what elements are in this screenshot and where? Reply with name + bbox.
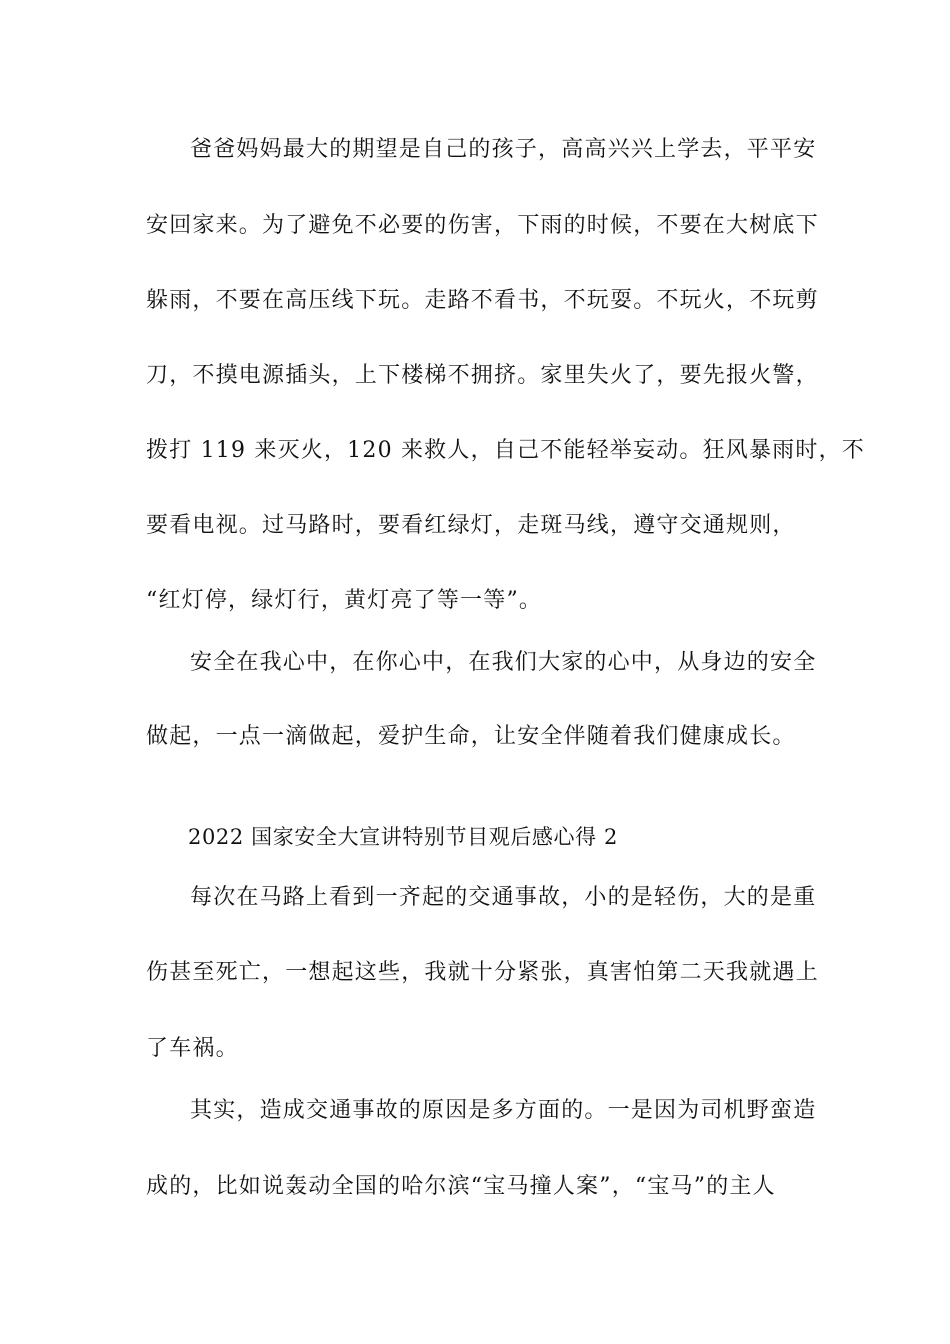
paragraph-line: 了车祸。 [146, 1036, 239, 1061]
section-heading: 2022 国家安全大宣讲特别节目观后感心得 2 [188, 825, 618, 849]
paragraph-line: 每次在马路上看到一齐起的交通事故，小的是轻伤，大的是重 [190, 885, 817, 910]
paragraph-line: 拨打 119 来灭火，120 来救人，自己不能轻举妄动。狂风暴雨时，不 [146, 438, 865, 463]
paragraph-line: “红灯停，绿灯行，黄灯亮了等一等”。 [146, 588, 543, 613]
paragraph-line: 其实，造成交通事故的原因是多方面的。一是因为司机野蛮造 [190, 1098, 817, 1123]
paragraph-line: 做起，一点一滴做起，爱护生命，让安全伴随着我们健康成长。 [146, 724, 796, 749]
paragraph-line: 爸爸妈妈最大的期望是自己的孩子，高高兴兴上学去，平平安 [190, 137, 817, 162]
paragraph-line: 成的，比如说轰动全国的哈尔滨“宝马撞人案”，“宝马”的主人 [146, 1174, 776, 1199]
paragraph-line: 安全在我心中，在你心中，在我们大家的心中，从身边的安全 [190, 650, 817, 675]
paragraph-line: 刀，不摸电源插头，上下楼梯不拥挤。家里失火了，要先报火警， [146, 363, 819, 388]
paragraph-line: 安回家来。为了避免不必要的伤害，下雨的时候，不要在大树底下 [146, 213, 819, 238]
paragraph-line: 躲雨，不要在高压线下玩。走路不看书，不玩耍。不玩火，不玩剪 [146, 288, 819, 313]
paragraph-line: 要看电视。过马路时，要看红绿灯，走斑马线，遵守交通规则， [146, 513, 796, 538]
paragraph-line: 伤甚至死亡，一想起这些，我就十分紧张，真害怕第二天我就遇上 [146, 960, 819, 985]
